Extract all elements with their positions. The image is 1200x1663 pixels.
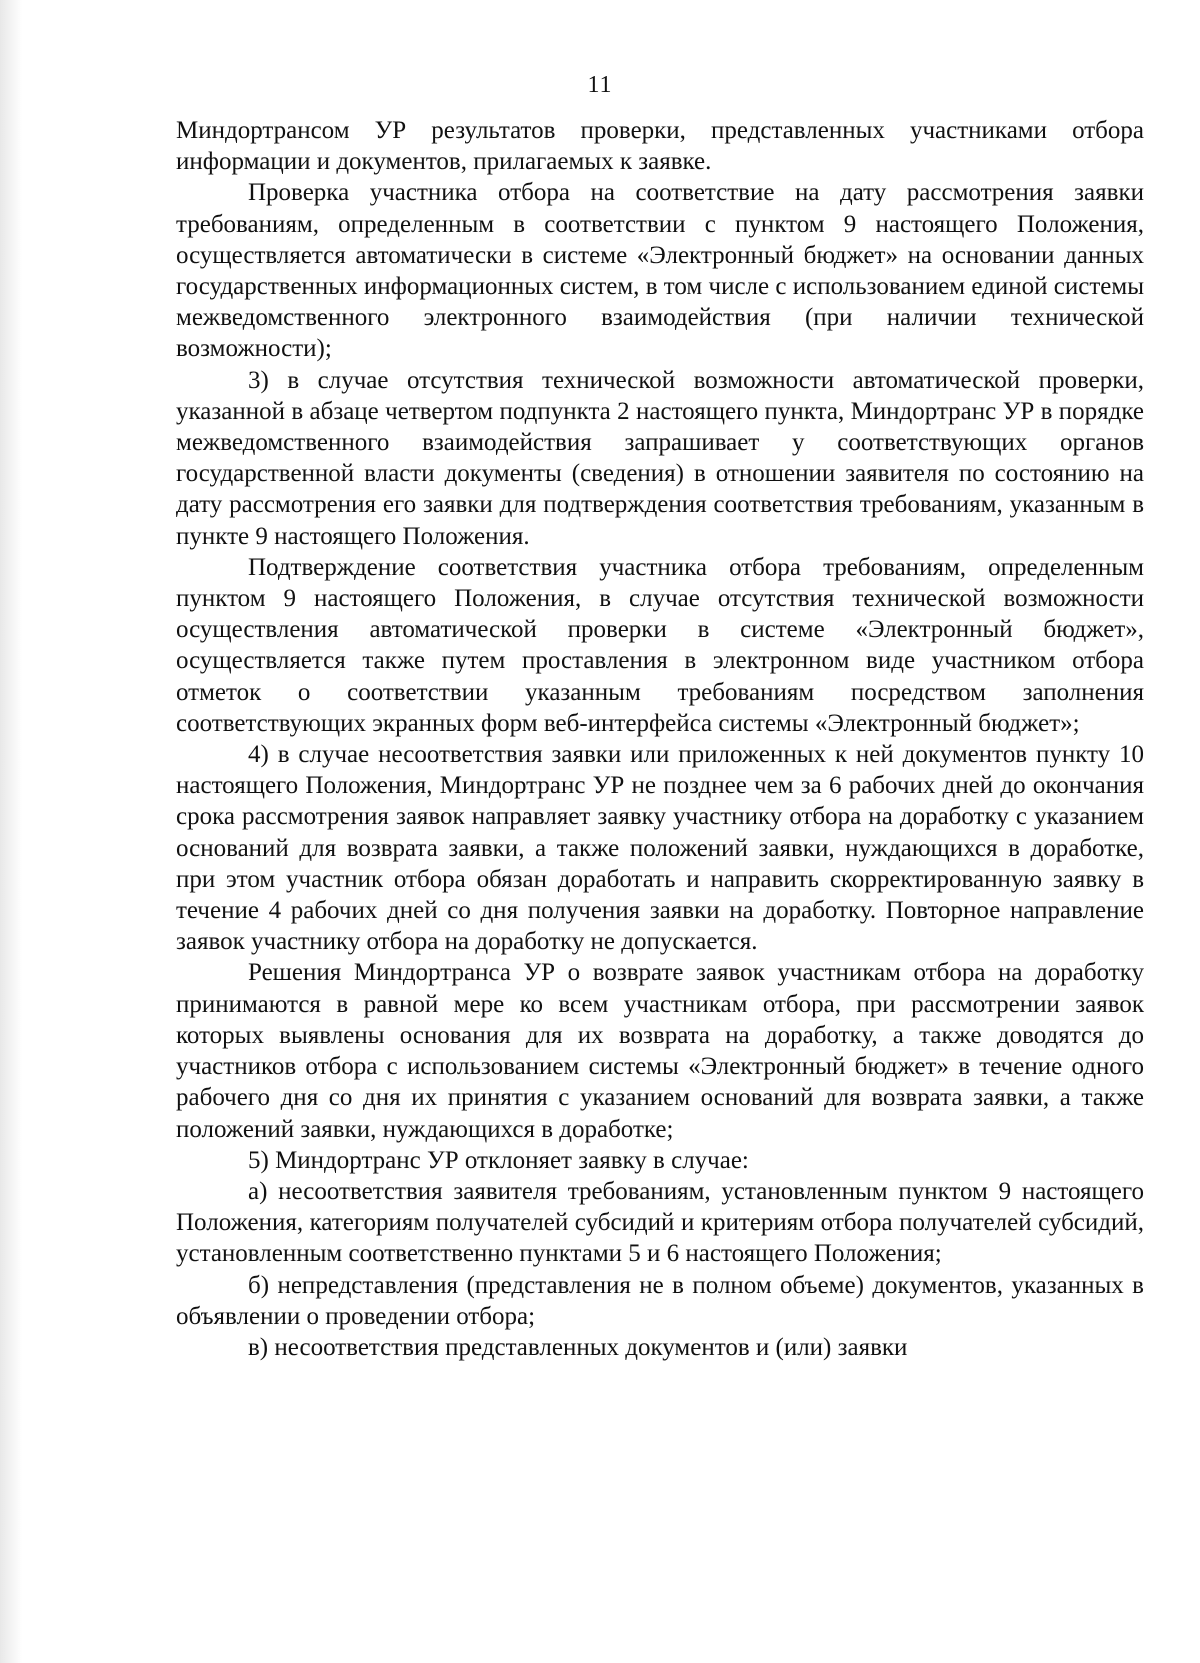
document-body	[176, 115, 1144, 1363]
paragraph-item-5v: в) несоответствия представленных документов и (или) заявки	[248, 1333, 908, 1361]
paragraph-item-4: 4) в случае несоответствия заявки или приложенных к ней документов пункту 10 настоящего Положения, Миндортранс УР не позднее чем за 6 рабочих дней до окончания срока рассмотрения заявок направляет заявку участнику отбора на доработку с указанием оснований для возврата заявки, а также положений заявки, нуждающихся в доработке, при этом участник отбора обязан доработать и направить скорректированную заявку в течение 4 рабочих дней со дня получения заявки на доработку. Повторное направление заявок участнику отбора на доработку не допускается.	[176, 741, 1144, 956]
paragraph-return-decisions: Решения Миндортранса УР о возврате заявок участникам отбора на доработку принимаются в равной мере ко всем участникам отбора, при рассмотрении заявок которых выявлены основания для их возврата на доработку, а также доводятся до участников отбора с использованием системы «Электронный бюджет» в течение одного рабочего дня со дня их принятия с указанием оснований для возврата заявки, а также положений заявки, нуждающихся в доработке;	[176, 959, 1144, 1143]
paragraph-item-5a: а) несоответствия заявителя требованиям, установленным пунктом 9 настоящего Положения, категориям получателей субсидий и критериям отбора получателей субсидий, установленным соответственно пунктами 5 и 6 настоящего Положения;	[176, 1177, 1144, 1268]
paragraph-item-3: 3) в случае отсутствия технической возможности автоматической проверки, указанной в абзаце четвертом подпункта 2 настоящего пункта, Миндортранс УР в порядке межведомственного взаимодействия запрашивает у соответствующих органов государственной власти документы (сведения) в отношении заявителя по состоянию на дату рассмотрения его заявки для подтверждения соответствия требованиям, указанным в пункте 9 настоящего Положения.	[176, 366, 1144, 550]
page-number: 11	[587, 72, 613, 98]
paragraph-item-5b: б) непредставления (представления не в полном объеме) документов, указанных в объявлении о проведении отбора;	[176, 1271, 1144, 1330]
paragraph-confirmation: Подтверждение соответствия участника отбора требованиям, определенным пунктом 9 настоящего Положения, в случае отсутствия технической возможности осуществления автоматической проверки в системе «Электронный бюджет», осуществляется также путем проставления в электронном виде участником отбора отметок о соответствии указанным требованиям посредством заполнения соответствующих экранных форм веб-интерфейса системы «Электронный бюджет»;	[176, 553, 1144, 737]
paragraph-continuation: Миндортрансом УР результатов проверки, представленных участниками отбора информации и документов, прилагаемых к заявке.	[176, 117, 1144, 176]
paragraph-verification-auto: Проверка участника отбора на соответствие на дату рассмотрения заявки требованиям, определенным в соответствии с пунктом 9 настоящего Положения, осуществляется автоматически в системе «Электронный бюджет» на основании данных государственных информационных систем, в том числе с использованием единой системы межведомственного электронного взаимодействия (при наличии технической возможности);	[176, 179, 1144, 363]
paragraph-item-5: 5) Миндортранс УР отклоняет заявку в случае:	[248, 1146, 749, 1174]
scan-edge-shadow	[0, 0, 22, 1663]
